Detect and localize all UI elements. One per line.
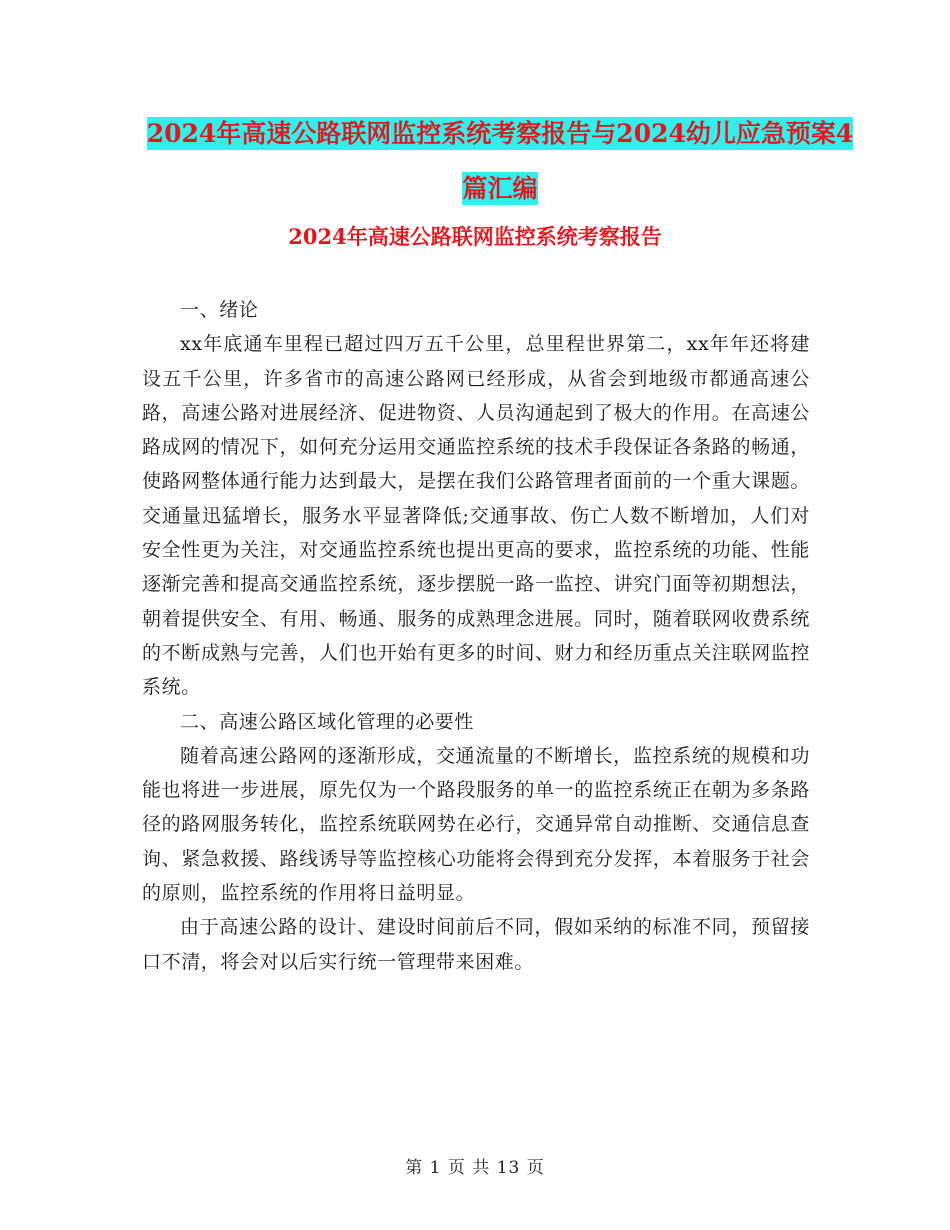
heading-regional-management: 二、高速公路区域化管理的必要性: [180, 710, 475, 733]
document-body: [142, 293, 810, 979]
page-footer: [0, 1153, 950, 1178]
paragraph-standards: 由于高速公路的设计、建设时间前后不同，假如采纳的标准不同，预留接口不清，将会对以后实行统一管理带来困难。: [142, 916, 810, 973]
paragraph-regional-management: 随着高速公路网的逐渐形成，交通流量的不断增长，监控系统的规模和功能也将进一步进展，原先仅为一个路段服务的单一的监控系统正在朝为多条路径的路网服务转化，监控系统联网势在必行，交通异常自动推断、交通信息查询、紧急救援、路线诱导等监控核心功能将会得到充分发挥，本着服务于社会的原则，监控系统的作用将日益明显。: [142, 744, 810, 905]
section-title: 2024年高速公路联网监控系统考察报告: [288, 224, 662, 249]
document-main-title: [140, 106, 860, 216]
page-number: 第 1 页 共 13 页: [405, 1158, 545, 1178]
heading-introduction: 一、绪论: [180, 299, 259, 321]
main-title-highlight: 2024年高速公路联网监控系统考察报告与2024幼儿应急预案4篇汇编: [146, 119, 854, 203]
paragraph-introduction: xx年底通车里程已超过四万五千公里，总里程世界第二，xx年年还将建设五千公里，许多省市的高速公路网已经形成，从省会到地级市都通高速公路，高速公路对进展经济、促进物资、人员沟通起到了极大的作用。在高速公路成网的情况下，如何充分运用交通监控系统的技术手段保证各条路的畅通，使路网整体通行能力达到最大，是摆在我们公路管理者面前的一个重大课题。 交通量迅猛增长，服务水平显著降低;交通事故、伤亡人数不断增加，人们对安全性更为关注，对交通监控系统也提出更高的要求，监控系统的功能、性能逐渐完善和提高交通监控系统，逐步摆脱一路一监控、讲究门面等初期想法，朝着提供安全、有用、畅通、服务的成熟理念进展。同时，随着联网收费系统的不断成熟与完善，人们也开始有更多的时间、财力和经历重点关注联网监控系统。: [142, 333, 810, 699]
